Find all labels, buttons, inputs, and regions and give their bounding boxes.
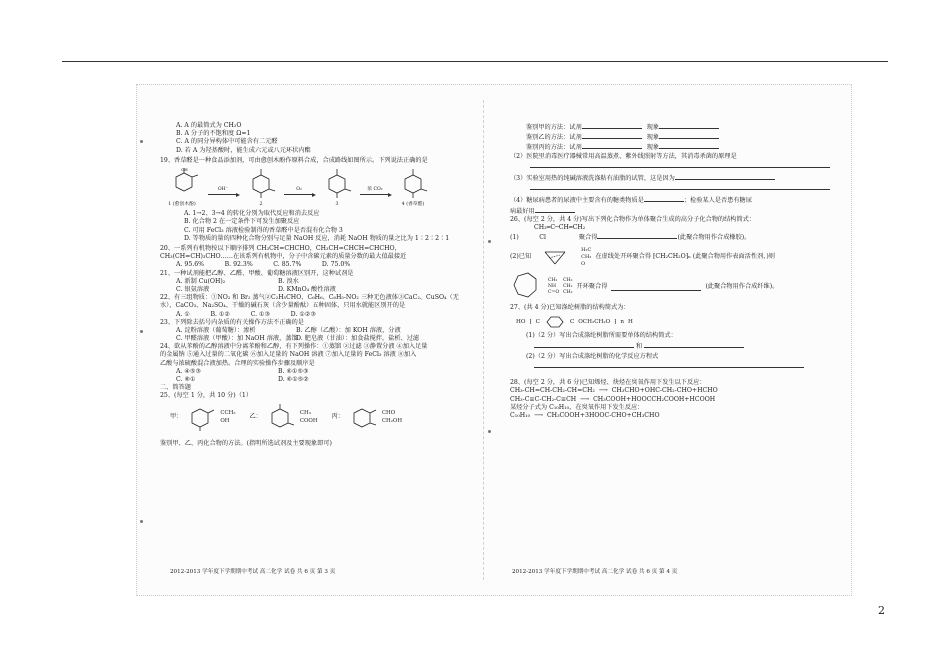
reagent-3: 浓 CO₂ [367,187,383,193]
q28-reaction-3 [510,412,830,420]
terylene-c1: C [535,318,540,325]
yi-ch3: CH₃ [299,410,311,417]
q25-stem: 25、(每空 1 分，共 10 分)（1） [160,392,253,400]
q21-stem: 21、一种试剂能把乙醇、乙醛、甲酸、葡萄糖溶液区别开，这种试剂是 [160,269,354,277]
q19-arrow-2 [284,187,314,208]
q21-option-b: B. 溴水 [277,277,299,285]
answer-blank[interactable] [534,341,634,348]
lactam-ch2-c: CH₂ [563,284,573,290]
epoxide-ring-structure [535,244,577,270]
compound-4 [396,167,430,208]
q18-option-d: D. 若 A 为羟基酸时，能生成六元或八元环状内酯 [176,146,311,154]
q24-option-c: C. ⑧① [176,376,196,384]
svg-text:OH: OH [181,166,188,172]
q26-2-text: 在虚线处开环聚合得 ⁅CH₂CH₂O⁆ₙ (此聚合物用作表面活性剂，)则 [595,253,775,261]
q26-1-label: (1) [510,234,519,242]
yi-label: 乙： [249,413,262,421]
compound-3-structure [320,167,354,201]
q18-option-b: B. A 分子的不饱和度 Ω=1 [176,130,251,138]
q26-1-cl: Cl [539,234,547,242]
q23-option-d: D. 肥皂液（甘油）：加食盐搅拌，盐析、过滤 [295,335,420,343]
binding-hole-mark [140,520,143,523]
epoxide-ch2: CH₂ [581,253,592,260]
terylene-h: H [628,318,633,325]
binding-hole-mark [140,140,143,143]
q19-option-d: D. 等物质的量的四种化合物分别与足量 NaOH 反应，消耗 NaOH 物质的量之比为 1∶2∶2∶1 [184,234,450,242]
q28-r3-reactant: C₁₀H₁₀ [510,411,531,419]
jia-substituent: CCH₃ [220,410,236,417]
terylene-oc2h4o: OCH₂CH₂O [578,318,611,325]
answer-blank[interactable] [534,361,804,368]
q27-stem: 27、(共 4 分)已知涤纶树脂的结构简式为： [510,304,630,312]
lactam-co: C=O [548,290,560,296]
q22-option-b: B. ①② [210,310,231,318]
q26-1-monomer: CH₂═C─CH═CH₂ [534,223,586,231]
terylene-c2: C [569,318,575,325]
phenomenon-label: 现象 [646,134,660,142]
q23-option-a: A. 淀粉溶液（葡萄糖）：渗析 [176,326,256,334]
page-fold-line [483,100,484,580]
jia-ring-structure [186,403,216,433]
answer-blank[interactable] [530,183,830,190]
q28-r1-reactant: CH₃-CH=CH-CH₂-CH=CH₂ [510,387,595,395]
q28-reaction-2 [510,396,830,404]
q22-option-c: C. ①③ [250,310,271,318]
q27-and: 和 [635,342,643,350]
q25-part-2: （2）医院里消毒医疗器械常用高温蒸煮、紫外线照射等方法，其消毒杀菌的原理是 [510,152,737,160]
q23-option-b: B. 乙醇（乙酸）：加 KOH 溶液，分液 [295,326,401,334]
q23-stem: 23、下列除去括号内杂质的有关操作方法不正确的是 [160,318,304,326]
phenomenon-label: 现象 [646,144,660,152]
q19-arrow-3 [360,187,390,208]
q26-stem: 26、(每空 2 分，共 4 分)写出下列化合物作为单体聚合生成的高分子化合物的结构简式： [510,215,756,223]
q21-option-d: D. KMnO₄ 酸性溶液 [277,285,336,293]
q28-stem: 28、(每空 2 分，共 6 分)已知烯烃、炔烃在臭氧作用下发生以下反应： [510,379,706,387]
q24-stem-3: 乙酸与浓硫酸混合液加热。合理的实验操作步骤及顺序是 [160,359,315,367]
q25-method-yi: 鉴别乙的方法：试剂 [526,134,582,142]
q27-part-1: (1)（2 分）写出合成涤纶树脂所需要单体的结构简式： [526,332,677,340]
q20-option-b: B. 92.3% [224,261,253,269]
q28-middle-text: 某烃分子式为 C₁₀H₁₀，在臭氧作用下发生反应： [510,403,644,411]
answer-blank[interactable] [582,142,642,149]
right-page [510,122,830,420]
answer-blank[interactable] [530,161,830,168]
lactam-ch2-d: CH₂ [563,290,573,296]
compound-1-structure [162,167,202,201]
compound-3 [320,167,354,208]
lactam-ch2-b: CH₂ [563,278,573,284]
q22-option-a: A. ① [176,310,190,318]
q25-part-3: （3）实验室用热的纯碱溶液洗涤粘有油脂的试管，这是因为 [510,174,675,182]
answer-blank[interactable] [675,173,775,180]
q22-option-d: D. ①②③ [290,310,316,318]
q22-stem: 22、有三组物质：①NO₂ 和 Br₂ 蒸气②C₂H₅CHO、C₆H₆、C₆H₅-NO₂ 三种无色液体③CaC₂、CuSO₄（无 [160,294,459,302]
compound-4-caption: 4 (香草醛) [401,201,425,207]
terylene-n: n [620,318,624,325]
binding-hole-mark [488,430,491,433]
reagent-2: O₂ [296,187,302,193]
answer-blank[interactable] [611,284,701,291]
answer-blank[interactable] [659,142,719,149]
q25-compound-yi [250,403,318,433]
q19-arrow-1 [208,187,238,208]
q28-r3-product: CH₃COOH+3HOOC-CHO+CH₃CHO [546,411,660,419]
q18-option-a: A. A 的最简式为 CH₂O [176,122,242,129]
lactam-ch2-a: CH₂ [548,278,558,284]
q25-method-jia: 鉴别甲的方法：试剂 [526,124,582,131]
answer-blank[interactable] [659,132,719,139]
yi-cooh: COOH [299,417,318,424]
q23-option-c: C. 甲醛溶液（甲酸）：加 NaOH 溶液，蒸馏 [176,335,298,343]
epoxide-h2c: H₂C [581,247,592,254]
answer-blank[interactable] [582,132,642,139]
binding-hole-mark [488,240,491,243]
q21-option-a: A. 新制 Cu(OH)₂ [176,277,226,285]
compound-1-caption: 1 (愈创木酚) [168,201,196,207]
bing-ring-structure [348,403,378,433]
q20-option-a: A. 95.6% [176,261,205,269]
q25-structures [170,403,478,433]
epoxide-o: O [581,260,586,267]
q18-option-c: C. A 的同分异构体中可能含有二元醛 [176,138,278,146]
q26-2-lactam-line [510,270,830,304]
bing-ch2oh: CH₂OH [381,417,403,424]
q20-stem: 20、一系列有机物按以下顺序排列 CH₃CH=CHCHO，CH₃CH=CHCH=CHCHO， [160,245,401,253]
q28-reaction-1 [510,387,830,395]
answer-blank[interactable] [597,232,677,239]
left-footer: 2012-2013 学年度下学期期中考试 高二化学 试卷 共 6 页 第 3 页 [170,569,336,575]
top-rule [62,61,888,62]
page-number: 2 [878,604,885,617]
q24-stem: 24、欲从苯酚的乙醇溶液中分离苯酚和乙醇，有下列操作：①蒸馏 ②过滤 ③静置分液 ④加入足量 [160,343,428,351]
compound-2 [244,167,278,208]
q20-option-d: D. 75.0% [321,261,351,269]
q25-part-4c: 病最好用 [510,207,535,215]
section-2-heading: 二、简答题 [160,384,191,392]
q28-r1-product: CH₃CHO+OHC-CH₂-CHO+HCHO [611,387,718,395]
q24-option-a: A. ④⑤③ [176,367,202,375]
terylene-ho: HO [516,318,526,325]
q26-1-text: 聚合得 [578,234,598,242]
left-page [160,122,478,448]
q24-option-b: B. ⑥①⑤③ [277,367,309,375]
q25-method-bing: 鉴别丙的方法：试剂 [526,144,582,152]
q26-2-line [510,244,830,270]
q26-2-label: (2)已知 [510,253,532,261]
answer-blank[interactable] [644,195,684,202]
answer-blank[interactable] [582,122,642,129]
q26-2-open: 开环聚合得 [576,283,608,291]
q28-r2-reactant: CH₃-C≡C-CH₂-C≡CH [510,395,577,403]
q25-part-4b: ；检验某人是否患有糖尿 [683,197,752,205]
q26-1-note: (此聚合物用作合成橡胶)。 [677,234,751,242]
q21-option-c: C. 银氨溶液 [176,285,210,293]
q19-option-c: C. 可用 FeCl₃ 溶液检验制得的香草醛中是否混有化合物 3 [184,226,343,234]
q19-option-a: A. 1→2、3→4 的转化分别为取代反应和消去反应 [184,210,320,218]
q25-compound-bing [332,403,402,433]
q19-synthesis-route [162,167,478,208]
q28-r2-product: CH₃COOH+HOOCCH₂COOH+HCOOH [593,395,716,403]
answer-blank[interactable] [535,206,575,213]
answer-blank[interactable] [659,122,719,129]
phenomenon-label: 现象 [646,124,660,131]
q19-option-b: B. 化合物 2 在一定条件下可发生加聚反应 [184,218,300,226]
answer-blank[interactable] [644,341,744,348]
q24-stem-2: 的金属钠 ⑤通入过量的二氧化碳 ⑥加入足量的 NaOH 溶液 ⑦加入足量的 FeCl₃ 溶液 ⑧加入 [160,351,417,359]
compound-2-caption: 2 [259,201,263,207]
q20-option-c: C. 85.7% [273,261,302,269]
q20-stem-2: CH₃(CH=CH)₃CHO……在该系列有机物中，分子中含碳元素的质量分数的最大值最接近 [160,253,407,261]
terylene-benzene-ring [544,315,566,329]
bing-label: 丙： [331,413,344,421]
terylene-structure: HO ⁅ C C OCH₂CH₂O ⁆ n H [516,315,830,329]
lactam-ring-structure [510,270,544,304]
bing-cho: CHO [381,410,396,417]
compound-1 [162,167,202,208]
compound-4-structure [396,167,430,201]
compound-2-structure [244,167,278,201]
right-footer: 2012-2013 学年度下学期期中考试 高二化学 试卷 共 6 页 第 4 页 [512,569,678,575]
jia-label: 甲： [170,413,183,421]
q25-tail: 鉴别甲、乙、丙化合物的方法。(指明所选试剂及主要现象即可) [160,439,332,447]
q25-compound-jia [170,403,236,433]
arrow-icon: ⟶ [598,387,608,395]
q26-2-note: (此聚合物用作合成纤维)。 [705,283,779,291]
compound-3-caption: 3 [335,201,339,207]
q27-part-2: (2)（2 分）写出合成涤纶树脂的化学反应方程式 [526,352,659,360]
q19-stem: 19、香草醛是一种食品添加剂，可由愈创木酚作原料合成，合成路线如图所示。下列说法正确的是 [160,156,428,164]
arrow-icon: ⟶ [534,411,543,419]
yi-ring-structure [266,403,296,433]
binding-hole-mark [140,330,143,333]
q24-option-d: D. ⑥①⑤② [277,376,309,384]
lactam-nh: NH [548,284,557,290]
reagent-1: OH⁻ [217,187,229,193]
jia-oh: OH [220,417,230,424]
q25-part-4: （4）糖尿病患者的尿液中主要含有的糖类物质是 [510,197,644,205]
arrow-icon: ⟶ [580,395,590,403]
q22-stem-2: 水）、CaCO₃、Na₂SO₄、干燥的碱石灰（含少量酚酞）五种固体，只用水就能区别开的是 [160,302,406,310]
